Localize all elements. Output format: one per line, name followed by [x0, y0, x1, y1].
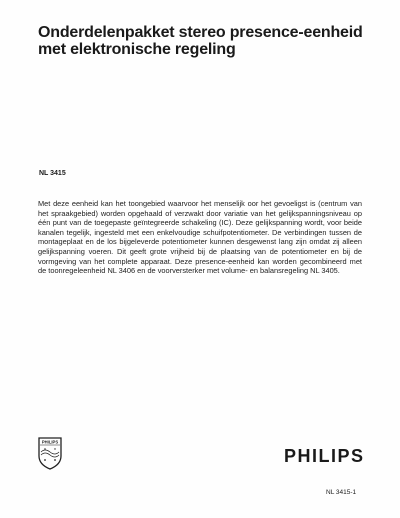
philips-shield-icon — [37, 436, 63, 470]
product-code: NL 3415 — [39, 170, 66, 177]
description-paragraph: Met deze eenheid kan het toongebied waarvoor het menselijk oor het gevoeligst is (centrum van het spraakgebied) worden opgehaald of verzwakt door variatie van het gelijkspanningsniveau op één punt van de toegepaste geïntegreerde schakeling (IC). Deze gelijkspanning wordt, voor beide kanalen tegelijk, ingesteld met een enkelvoudige schuifpotentiometer. De verbindingen tussen de montageplaat en de los bijgeleverde potentiometer kunnen desgewenst lang zijn omdat zij alleen gelijkspanning voeren. Dit geeft grote vrijheid bij de plaatsing van de potentiometer en bij de vormgeving van het complete apparaat. Deze presence-eenheid kan worden gecombineerd met de toonregeleenheid NL 3406 en de voorversterker met volume- en balansregeling NL 3405. — [38, 199, 362, 276]
document-title: Onderdelenpakket stereo presence-eenheid met elektronische regeling — [38, 24, 363, 58]
brand-logo: PHILIPS — [284, 446, 365, 466]
footer-code: NL 3415-1 — [326, 489, 357, 496]
emblem-label: PHILIPS — [41, 439, 59, 445]
